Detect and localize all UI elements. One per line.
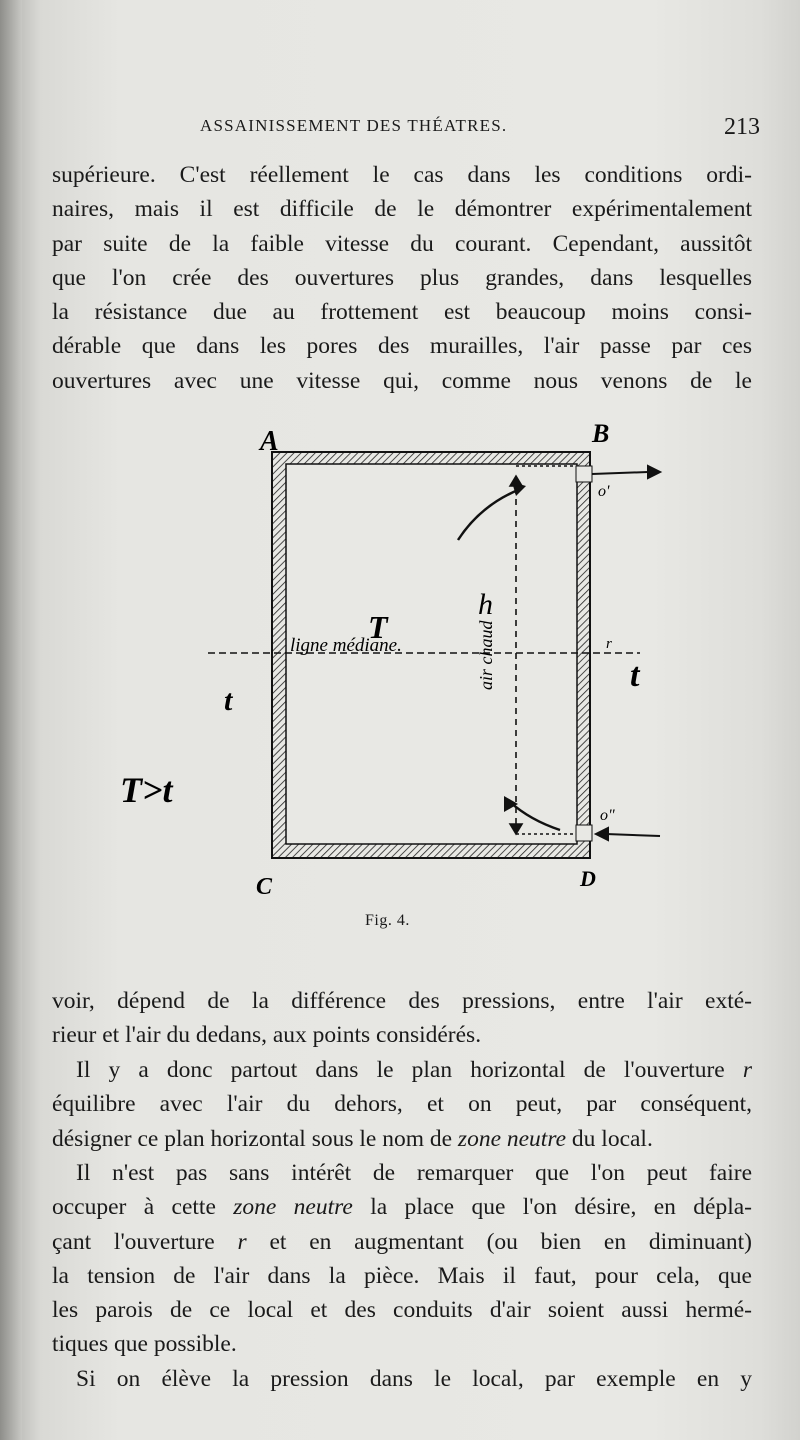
figure-4-diagram <box>100 420 700 900</box>
text-line: supérieure. C'est réellement le cas dans les conditions ordi- <box>52 162 752 188</box>
text-run: et en augmentant (ou bien en diminuant) <box>246 1228 752 1255</box>
running-title: ASSAINISSEMENT DES THÉATRES. <box>200 116 508 135</box>
text-line: ouvertures avec une vitesse qui, comme nous venons de le <box>52 367 752 394</box>
outflow-arrow <box>592 466 660 478</box>
opening-bottom <box>576 825 592 841</box>
variable-r: r <box>237 1228 247 1255</box>
corner-a-label: A <box>260 426 279 457</box>
text-line <box>52 1122 752 1156</box>
temperature-inequality: T>t <box>120 770 173 810</box>
paragraph-3 <box>52 1156 752 1362</box>
text-line <box>52 1053 752 1087</box>
corner-d-label: D <box>580 866 596 891</box>
term-zone-neutre: zone neutre <box>233 1194 353 1221</box>
text-line: les parois de ce local et des conduits d'air soient aussi hermé- <box>52 1297 752 1324</box>
corner-c-label: C <box>256 874 273 900</box>
median-line-label: ligne médiane. <box>290 635 402 656</box>
text-line: que l'on crée des ouvertures plus grandes, dans lesquelles <box>52 264 752 291</box>
text-run: du local. <box>566 1125 653 1152</box>
text-line: la résistance due au frottement est beaucoup moins consi- <box>52 299 752 326</box>
height-label: h <box>478 588 493 621</box>
text-run: la place que l'on désire, en dépla- <box>352 1194 752 1221</box>
term-zone-neutre: zone neutre <box>457 1125 567 1152</box>
text-line: rieur et l'air du dedans, aux points considérés. <box>52 1022 482 1049</box>
opening-bottom-label: o" <box>600 807 615 824</box>
variable-r: r <box>742 1057 752 1083</box>
text-line: naires, mais il est difficile de le démontrer expérimentalement <box>52 196 752 223</box>
page-edge <box>0 0 22 1440</box>
text-line: tiques que possible. <box>52 1331 237 1358</box>
outside-temperature-label-left: t <box>224 684 233 717</box>
inside-temperature-label: T <box>368 609 388 645</box>
opening-top <box>576 466 592 482</box>
paragraph-bottom <box>52 984 752 1053</box>
text-line <box>52 1190 752 1224</box>
text-run: occuper à cette <box>52 1194 234 1221</box>
text-line: Si on élève la pression dans le local, par exemple en y <box>76 1366 752 1392</box>
text-line: équilibre avec l'air du dehors, et on peut, par conséquent, <box>52 1091 752 1118</box>
page-number: 213 <box>724 114 760 140</box>
paragraph-4 <box>52 1362 752 1396</box>
opening-r-label: r <box>606 636 612 652</box>
text-run: désigner ce plan horizontal sous le nom de <box>52 1125 458 1152</box>
paragraph-top <box>52 158 752 398</box>
text-line: la tension de l'air dans la pièce. Mais il faut, pour cela, que <box>52 1262 752 1289</box>
inflow-arrow <box>596 828 660 840</box>
text-line <box>52 1225 752 1259</box>
text-line: voir, dépend de la différence des pressions, entre l'air exté- <box>52 988 752 1014</box>
text-run: Il y a donc partout dans le plan horizontal de l'ouverture <box>76 1057 743 1083</box>
text-line: Il n'est pas sans intérêt de remarquer que l'on peut faire <box>76 1160 752 1186</box>
opening-top-label: o' <box>598 483 610 500</box>
paragraph-2 <box>52 1053 752 1156</box>
warm-air-label: air chaud <box>476 620 496 690</box>
text-line: dérable que dans les pores des murailles, l'air passe par ces <box>52 333 752 360</box>
corner-b-label: B <box>592 420 610 448</box>
outside-temperature-label-right: t <box>630 657 640 694</box>
text-run: çant l'ouverture <box>52 1228 238 1255</box>
figure-caption: Fig. 4. <box>365 912 410 929</box>
text-line: par suite de la faible vitesse du courant. Cependant, aussitôt <box>52 230 752 257</box>
